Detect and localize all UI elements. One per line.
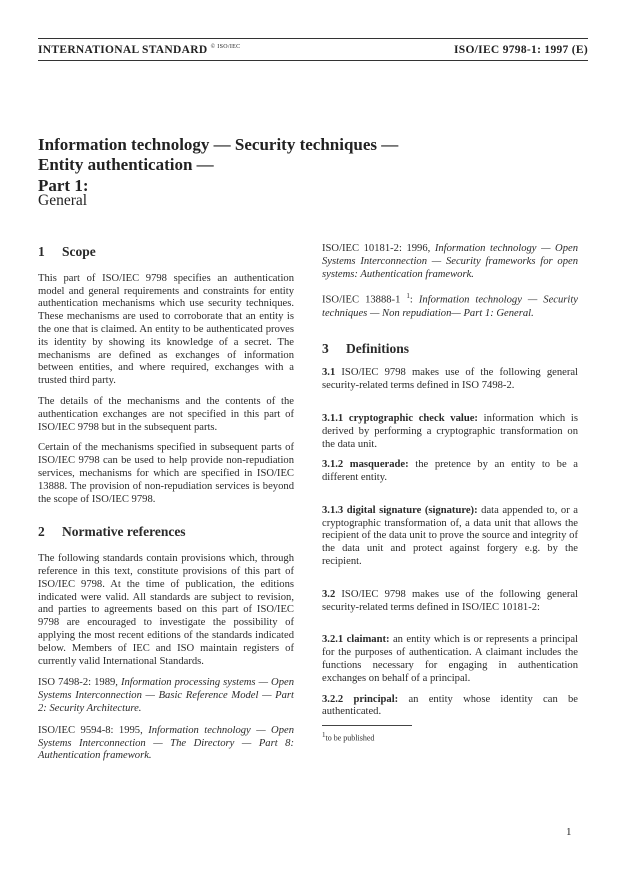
document-code: ISO/IEC 9798-1: 1997 (E) <box>453 44 588 56</box>
right-column <box>322 243 578 746</box>
standard-type: INTERNATIONAL STANDARD <box>38 44 208 56</box>
title-subtitle: General <box>38 192 88 209</box>
section-heading-scope: 1 Scope <box>38 244 96 259</box>
title-part: Part 1: <box>38 176 89 195</box>
title-line-1: Information technology — Security techniques — <box>38 135 399 154</box>
definition-3-2-1: 3.2.1 claimant: an entity which is or represents a principal for the purposes of authentication. A claimant includes the functions necessary for engaging in authentication exchanges on behalf of a principal. <box>322 634 578 684</box>
reference-item: ISO/IEC 10181-2: 1996, Information technology — Open Systems Interconnection — Security frameworks for open systems: Authentication framework. <box>322 243 578 280</box>
reference-item: ISO 7498-2: 1989, Information processing systems — Open Systems Interconnection — Basic Reference Model — Part 2: Security Architecture. <box>38 677 294 714</box>
normative-paragraph: The following standards contain provisions which, through reference in this text, constitute provisions of this part of ISO/IEC 9798. At the time of publication, the editions indicated were valid. All standards are subject to revision, and parties to agreements based on this part of ISO/IEC 9798 are encouraged to investigate the possibility of applying the most recent editions of the standards indicated below. Members of IEC and ISO maintain registers of currently valid International Standards. <box>38 553 294 667</box>
footnote-rule <box>322 725 412 726</box>
left-column <box>38 246 294 763</box>
header-left <box>38 44 240 56</box>
copyright-mark: © ISO/IEC <box>210 44 241 51</box>
footnote: 1to be published <box>322 731 375 743</box>
scope-paragraph-3: Certain of the mechanisms specified in subsequent parts of ISO/IEC 9798 can be used to help provide non-repudiation services, mechanisms for which are specified in ISO/IEC 13888. The provision of non-repudiation services is beyond the scope of ISO/IEC 9798. <box>38 442 294 505</box>
title-line-2: Entity authentication — <box>38 155 214 174</box>
scope-paragraph-2: The details of the mechanisms and the contents of the authentication exchanges are not specified in this part of ISO/IEC 9798 but in the subsequent parts. <box>38 395 294 433</box>
reference-item: ISO/IEC 9594-8: 1995, Information technology — Open Systems Interconnection — The Directory — Part 8: Authentication framework. <box>38 724 295 762</box>
definition-3-1-1: 3.1.1 cryptographic check value: information which is derived by performing a cryptographic transformation on the data unit. <box>322 412 578 450</box>
definition-3-1-2: 3.1.2 masquerade: the pretence by an entity to be a different entity. <box>322 459 578 484</box>
section-heading-normative: 2 Normative references <box>38 524 186 540</box>
scope-paragraph-1: This part of ISO/IEC 9798 specifies an authentication model and general requirements and constraints for entity authentication mechanisms which use security techniques. These mechanisms are used to corroborate that an entity is the one that is claimed. An entity to be authenticated proves its identity by showing its knowledge of a secret. The mechanisms are defined as exchanges of information between entities, and where required, exchanges with a trusted third party. <box>38 272 294 387</box>
top-rule <box>38 38 588 39</box>
page-number: 1 <box>566 826 572 838</box>
definition-3-2-2: 3.2.2 principal: an entity whose identity can be authenticated. <box>322 693 578 718</box>
section-heading-definitions: 3 Definitions <box>322 340 410 356</box>
definition-3-1-3: 3.1.3 digital signature (signature): data appended to, or a cryptographic transformation of, a data unit that allows the recipient of the data unit to prove the source and integrity of the data unit and protect against forgery e.g. by the recipient. <box>322 504 578 568</box>
definition-3-2: 3.2 ISO/IEC 9798 makes use of the following general security-related terms defined in ISO/IEC 10181-2: <box>322 588 579 613</box>
reference-item: ISO/IEC 13888-1 $^1$: Information technology — Security techniques — Non repudiation— Part 1: General. <box>322 292 578 319</box>
definition-3-1: 3.1 ISO/IEC 9798 makes use of the following general security-related terms defined in ISO 7498-2. <box>322 367 579 392</box>
header-rule <box>38 60 588 61</box>
